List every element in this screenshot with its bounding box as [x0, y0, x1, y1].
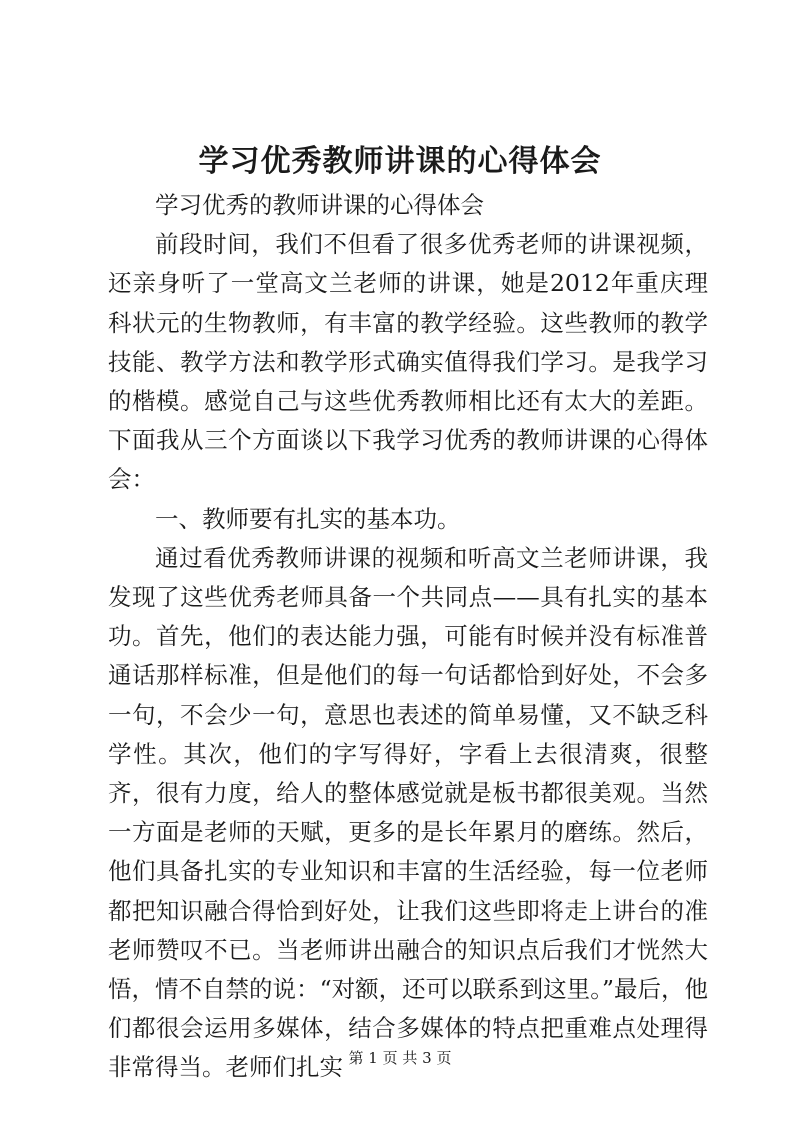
paragraph-intro: 前段时间，我们不但看了很多优秀老师的讲课视频，还亲身听了一堂高文兰老师的讲课，她是2012年重庆理科状元的生物教师，有丰富的教学经验。这些教师的教学技能、教学方法和教学形式确实值得我们学习。是我学习的楷模。感觉自己与这些优秀教师相比还有太大的差距。下面我从三个方面谈以下我学习优秀的教师讲课的心得体会：: [108, 230, 708, 494]
section-heading: 一、教师要有扎实的基本功。: [155, 504, 461, 533]
document-title: 学习优秀教师讲课的心得体会: [198, 144, 602, 179]
page-footer: 第 1 页 共 3 页: [348, 1049, 452, 1067]
paragraph-content: 通过看优秀教师讲课的视频和听高文兰老师讲课，我发现了这些优秀老师具备一个共同点——具有扎实的基本功。首先，他们的表达能力强，可能有时候并没有标准普通话那样标准，但是他们的每一句话都恰到好处，不会多一句，不会少一句，意思也表述的简单易懂，又不缺乏科学性。其次，他们的字写得好，字看上去很清爽，很整齐，很有力度，给人的整体感觉就是板书都很美观。当然一方面是老师的天赋，更多的是长年累月的磨练。然后，他们具备扎实的专业知识和丰富的生活经验，每一位老师都把知识融合得恰到好处，让我们这些即将走上讲台的准老师赞叹不已。当老师讲出融合的知识点后我们才恍然大悟，情不自禁的说：“对额，还可以联系到这里。”最后，他们都很会运用多媒体，结合多媒体的特点把重难点处理得非常得当。老师们扎实: [108, 543, 708, 1082]
paragraph-subtitle: 学习优秀的教师讲课的心得体会: [155, 191, 484, 219]
document-body: [108, 186, 708, 1088]
